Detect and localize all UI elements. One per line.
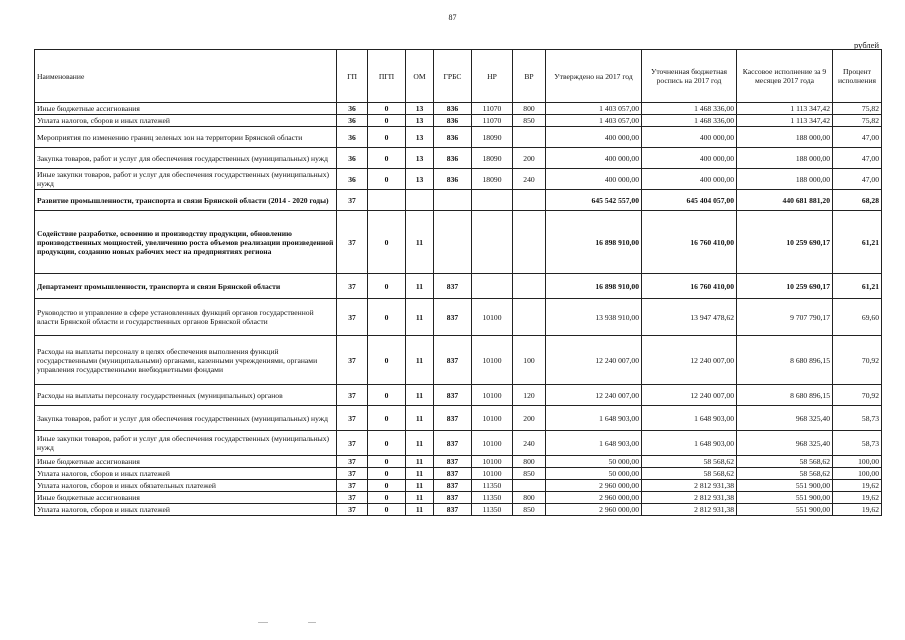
- table-row: [35, 299, 882, 336]
- row-gp-cell: 37: [337, 431, 368, 456]
- row-percent-cell: 47,00: [833, 169, 882, 190]
- row-refined-cell: 2 812 931,38: [642, 480, 737, 492]
- row-approved-cell: 16 898 910,00: [546, 274, 642, 299]
- row-percent-cell: 75,82: [833, 103, 882, 115]
- row-om-cell: 11: [406, 274, 434, 299]
- header-percent: Процент исполнения: [833, 50, 882, 103]
- table-row: [35, 480, 882, 492]
- table-row: [35, 406, 882, 431]
- row-name-cell: Содействие разработке, освоению и производству продукции, обновлению производственных мощностей, увеличению роста объемов реализации произведенной продукции, созданию новых рабочих мест на предприятиях региона: [35, 211, 337, 274]
- row-om-cell: [406, 190, 434, 211]
- row-cash-cell: 551 900,00: [737, 480, 833, 492]
- row-vr-cell: [513, 211, 546, 274]
- row-percent-cell: 19,62: [833, 480, 882, 492]
- row-vr-cell: 850: [513, 468, 546, 480]
- row-gp-cell: 37: [337, 190, 368, 211]
- row-percent-cell: 61,21: [833, 274, 882, 299]
- row-om-cell: 11: [406, 406, 434, 431]
- row-cash-cell: 968 325,40: [737, 406, 833, 431]
- row-cash-cell: 8 680 896,15: [737, 336, 833, 385]
- row-approved-cell: 645 542 557,00: [546, 190, 642, 211]
- row-gp-cell: 37: [337, 299, 368, 336]
- row-pgp-cell: 0: [368, 299, 406, 336]
- row-grbs-cell: 837: [434, 299, 472, 336]
- units-label: рублей: [854, 40, 879, 50]
- row-np-cell: 11070: [472, 115, 513, 127]
- row-approved-cell: 16 898 910,00: [546, 211, 642, 274]
- row-refined-cell: 400 000,00: [642, 169, 737, 190]
- row-pgp-cell: 0: [368, 468, 406, 480]
- row-gp-cell: 37: [337, 406, 368, 431]
- row-vr-cell: [513, 190, 546, 211]
- row-gp-cell: 37: [337, 456, 368, 468]
- row-refined-cell: 16 760 410,00: [642, 274, 737, 299]
- row-approved-cell: 400 000,00: [546, 169, 642, 190]
- row-om-cell: 11: [406, 492, 434, 504]
- row-approved-cell: 50 000,00: [546, 468, 642, 480]
- row-name-cell: Развитие промышленности, транспорта и связи Брянской области (2014 - 2020 годы): [35, 190, 337, 211]
- row-np-cell: 11350: [472, 504, 513, 516]
- header-om: ОМ: [406, 50, 434, 103]
- row-pgp-cell: [368, 190, 406, 211]
- row-name-cell: Иные бюджетные ассигнования: [35, 456, 337, 468]
- row-approved-cell: 2 960 000,00: [546, 492, 642, 504]
- row-om-cell: 13: [406, 127, 434, 148]
- row-refined-cell: 1 468 336,00: [642, 103, 737, 115]
- table-row: [35, 456, 882, 468]
- row-cash-cell: 9 707 790,17: [737, 299, 833, 336]
- row-np-cell: 10100: [472, 336, 513, 385]
- row-gp-cell: 37: [337, 336, 368, 385]
- row-vr-cell: 850: [513, 115, 546, 127]
- row-approved-cell: 1 403 057,00: [546, 103, 642, 115]
- row-percent-cell: 100,00: [833, 468, 882, 480]
- row-pgp-cell: 0: [368, 456, 406, 468]
- row-gp-cell: 37: [337, 211, 368, 274]
- row-refined-cell: 13 947 478,62: [642, 299, 737, 336]
- table-row: [35, 127, 882, 148]
- row-pgp-cell: 0: [368, 115, 406, 127]
- row-grbs-cell: 837: [434, 468, 472, 480]
- row-np-cell: 10100: [472, 406, 513, 431]
- row-name-cell: Закупка товаров, работ и услуг для обеспечения государственных (муниципальных) нужд: [35, 406, 337, 431]
- header-np: НР: [472, 50, 513, 103]
- row-gp-cell: 37: [337, 480, 368, 492]
- row-percent-cell: 58,73: [833, 406, 882, 431]
- table-row: [35, 336, 882, 385]
- row-np-cell: 10100: [472, 431, 513, 456]
- table-header-row: [35, 50, 882, 103]
- header-cash: Кассовое исполнение за 9 месяцев 2017 года: [737, 50, 833, 103]
- row-pgp-cell: 0: [368, 211, 406, 274]
- header-grbs: ГРБС: [434, 50, 472, 103]
- row-percent-cell: 47,00: [833, 127, 882, 148]
- row-om-cell: 13: [406, 148, 434, 169]
- row-refined-cell: 645 404 057,00: [642, 190, 737, 211]
- row-approved-cell: 2 960 000,00: [546, 480, 642, 492]
- row-percent-cell: 19,62: [833, 492, 882, 504]
- row-om-cell: 11: [406, 504, 434, 516]
- page-number: 87: [448, 13, 457, 22]
- row-name-cell: Департамент промышленности, транспорта и связи Брянской области: [35, 274, 337, 299]
- row-refined-cell: 1 468 336,00: [642, 115, 737, 127]
- row-cash-cell: 10 259 690,17: [737, 211, 833, 274]
- row-om-cell: 11: [406, 431, 434, 456]
- row-vr-cell: [513, 127, 546, 148]
- row-gp-cell: 37: [337, 504, 368, 516]
- row-approved-cell: 2 960 000,00: [546, 504, 642, 516]
- row-grbs-cell: 837: [434, 406, 472, 431]
- header-refined: Уточненная бюджетная роспись на 2017 год: [642, 50, 737, 103]
- row-grbs-cell: 837: [434, 431, 472, 456]
- row-grbs-cell: 837: [434, 336, 472, 385]
- header-approved: Утверждено на 2017 год: [546, 50, 642, 103]
- row-name-cell: Уплата налогов, сборов и иных платежей: [35, 115, 337, 127]
- row-name-cell: Расходы на выплаты персоналу в целях обеспечения выполнения функций государственными (муниципальными) органами, казенными учреждениями, органами управления государственными внебюджетными фондами: [35, 336, 337, 385]
- row-om-cell: 11: [406, 468, 434, 480]
- row-name-cell: Расходы на выплаты персоналу государственных (муниципальных) органов: [35, 385, 337, 406]
- row-grbs-cell: 836: [434, 115, 472, 127]
- row-pgp-cell: 0: [368, 336, 406, 385]
- row-grbs-cell: 837: [434, 385, 472, 406]
- row-refined-cell: 12 240 007,00: [642, 385, 737, 406]
- row-name-cell: Иные закупки товаров, работ и услуг для обеспечения государственных (муниципальных) нужд: [35, 169, 337, 190]
- row-np-cell: 10100: [472, 468, 513, 480]
- table-row: [35, 169, 882, 190]
- row-name-cell: Уплата налогов, сборов и иных платежей: [35, 468, 337, 480]
- footer-mark: [258, 622, 268, 623]
- row-cash-cell: 1 113 347,42: [737, 103, 833, 115]
- row-np-cell: [472, 274, 513, 299]
- row-gp-cell: 36: [337, 115, 368, 127]
- row-pgp-cell: 0: [368, 274, 406, 299]
- table-row: [35, 211, 882, 274]
- row-approved-cell: 1 648 903,00: [546, 406, 642, 431]
- row-percent-cell: 19,62: [833, 504, 882, 516]
- budget-table: [34, 49, 882, 516]
- row-percent-cell: 70,92: [833, 336, 882, 385]
- row-grbs-cell: [434, 190, 472, 211]
- row-pgp-cell: 0: [368, 431, 406, 456]
- row-approved-cell: 400 000,00: [546, 148, 642, 169]
- row-name-cell: Мероприятия по изменению границ зеленых зон на территории Брянской области: [35, 127, 337, 148]
- row-vr-cell: [513, 299, 546, 336]
- table-row: [35, 492, 882, 504]
- row-approved-cell: 1 403 057,00: [546, 115, 642, 127]
- row-grbs-cell: 837: [434, 456, 472, 468]
- row-pgp-cell: 0: [368, 127, 406, 148]
- table-row: [35, 190, 882, 211]
- row-cash-cell: 1 113 347,42: [737, 115, 833, 127]
- row-refined-cell: 1 648 903,00: [642, 406, 737, 431]
- row-gp-cell: 37: [337, 492, 368, 504]
- row-vr-cell: 800: [513, 492, 546, 504]
- row-om-cell: 11: [406, 456, 434, 468]
- row-approved-cell: 1 648 903,00: [546, 431, 642, 456]
- table-row: [35, 103, 882, 115]
- row-approved-cell: 400 000,00: [546, 127, 642, 148]
- row-refined-cell: 400 000,00: [642, 148, 737, 169]
- row-cash-cell: 968 325,40: [737, 431, 833, 456]
- row-cash-cell: 58 568,62: [737, 456, 833, 468]
- row-np-cell: 11070: [472, 103, 513, 115]
- row-percent-cell: 47,00: [833, 148, 882, 169]
- row-np-cell: 18090: [472, 169, 513, 190]
- row-np-cell: 18090: [472, 148, 513, 169]
- table-row: [35, 115, 882, 127]
- row-refined-cell: 400 000,00: [642, 127, 737, 148]
- row-vr-cell: 240: [513, 431, 546, 456]
- row-grbs-cell: [434, 211, 472, 274]
- header-vr: ВР: [513, 50, 546, 103]
- row-name-cell: Иные бюджетные ассигнования: [35, 492, 337, 504]
- row-grbs-cell: 836: [434, 148, 472, 169]
- row-pgp-cell: 0: [368, 385, 406, 406]
- row-approved-cell: 50 000,00: [546, 456, 642, 468]
- row-gp-cell: 37: [337, 468, 368, 480]
- row-grbs-cell: 836: [434, 127, 472, 148]
- row-cash-cell: 58 568,62: [737, 468, 833, 480]
- row-pgp-cell: 0: [368, 169, 406, 190]
- row-name-cell: Закупка товаров, работ и услуг для обеспечения государственных (муниципальных) нужд: [35, 148, 337, 169]
- row-vr-cell: [513, 480, 546, 492]
- row-grbs-cell: 837: [434, 504, 472, 516]
- row-vr-cell: 200: [513, 148, 546, 169]
- row-vr-cell: 800: [513, 103, 546, 115]
- row-gp-cell: 36: [337, 148, 368, 169]
- row-om-cell: 11: [406, 480, 434, 492]
- row-percent-cell: 75,82: [833, 115, 882, 127]
- row-cash-cell: 551 900,00: [737, 504, 833, 516]
- row-refined-cell: 1 648 903,00: [642, 431, 737, 456]
- row-np-cell: [472, 211, 513, 274]
- row-np-cell: 18090: [472, 127, 513, 148]
- row-refined-cell: 16 760 410,00: [642, 211, 737, 274]
- row-name-cell: Иные бюджетные ассигнования: [35, 103, 337, 115]
- header-gp: ГП: [337, 50, 368, 103]
- row-vr-cell: 850: [513, 504, 546, 516]
- table-row: [35, 148, 882, 169]
- row-percent-cell: 69,60: [833, 299, 882, 336]
- row-np-cell: 11350: [472, 480, 513, 492]
- table-row: [35, 468, 882, 480]
- row-percent-cell: 70,92: [833, 385, 882, 406]
- row-grbs-cell: 836: [434, 169, 472, 190]
- row-percent-cell: 58,73: [833, 431, 882, 456]
- row-om-cell: 11: [406, 211, 434, 274]
- row-gp-cell: 37: [337, 385, 368, 406]
- table-row: [35, 385, 882, 406]
- row-refined-cell: 12 240 007,00: [642, 336, 737, 385]
- row-np-cell: [472, 190, 513, 211]
- header-name: Наименование: [35, 50, 337, 103]
- row-om-cell: 13: [406, 103, 434, 115]
- row-name-cell: Иные закупки товаров, работ и услуг для обеспечения государственных (муниципальных) нужд: [35, 431, 337, 456]
- row-refined-cell: 58 568,62: [642, 468, 737, 480]
- header-pgp: ПГП: [368, 50, 406, 103]
- row-cash-cell: 188 000,00: [737, 169, 833, 190]
- row-refined-cell: 58 568,62: [642, 456, 737, 468]
- row-name-cell: Уплата налогов, сборов и иных обязательных платежей: [35, 480, 337, 492]
- row-approved-cell: 12 240 007,00: [546, 385, 642, 406]
- row-grbs-cell: 837: [434, 492, 472, 504]
- footer-mark: [308, 622, 316, 623]
- row-cash-cell: 188 000,00: [737, 127, 833, 148]
- row-vr-cell: [513, 274, 546, 299]
- table-row: [35, 504, 882, 516]
- table-row: [35, 274, 882, 299]
- row-grbs-cell: 837: [434, 480, 472, 492]
- row-np-cell: 11350: [472, 492, 513, 504]
- row-np-cell: 10100: [472, 299, 513, 336]
- row-pgp-cell: 0: [368, 492, 406, 504]
- row-pgp-cell: 0: [368, 480, 406, 492]
- row-om-cell: 11: [406, 385, 434, 406]
- row-name-cell: Уплата налогов, сборов и иных платежей: [35, 504, 337, 516]
- row-refined-cell: 2 812 931,38: [642, 492, 737, 504]
- row-np-cell: 10100: [472, 385, 513, 406]
- row-vr-cell: 200: [513, 406, 546, 431]
- row-pgp-cell: 0: [368, 103, 406, 115]
- row-vr-cell: 240: [513, 169, 546, 190]
- row-cash-cell: 188 000,00: [737, 148, 833, 169]
- row-approved-cell: 12 240 007,00: [546, 336, 642, 385]
- row-vr-cell: 800: [513, 456, 546, 468]
- row-percent-cell: 68,28: [833, 190, 882, 211]
- row-cash-cell: 8 680 896,15: [737, 385, 833, 406]
- row-percent-cell: 100,00: [833, 456, 882, 468]
- row-cash-cell: 551 900,00: [737, 492, 833, 504]
- row-vr-cell: 120: [513, 385, 546, 406]
- row-approved-cell: 13 938 910,00: [546, 299, 642, 336]
- row-om-cell: 11: [406, 336, 434, 385]
- row-grbs-cell: 836: [434, 103, 472, 115]
- row-om-cell: 11: [406, 299, 434, 336]
- row-pgp-cell: 0: [368, 504, 406, 516]
- row-name-cell: Руководство и управление в сфере установленных функций органов государственной власти Брянской области и государственных органов Брянской области: [35, 299, 337, 336]
- row-np-cell: 10100: [472, 456, 513, 468]
- row-gp-cell: 36: [337, 127, 368, 148]
- row-cash-cell: 440 681 881,20: [737, 190, 833, 211]
- row-gp-cell: 36: [337, 103, 368, 115]
- row-gp-cell: 36: [337, 169, 368, 190]
- row-cash-cell: 10 259 690,17: [737, 274, 833, 299]
- row-om-cell: 13: [406, 169, 434, 190]
- row-pgp-cell: 0: [368, 406, 406, 431]
- row-vr-cell: 100: [513, 336, 546, 385]
- row-grbs-cell: 837: [434, 274, 472, 299]
- row-om-cell: 13: [406, 115, 434, 127]
- row-percent-cell: 61,21: [833, 211, 882, 274]
- table-row: [35, 431, 882, 456]
- row-refined-cell: 2 812 931,38: [642, 504, 737, 516]
- row-gp-cell: 37: [337, 274, 368, 299]
- row-pgp-cell: 0: [368, 148, 406, 169]
